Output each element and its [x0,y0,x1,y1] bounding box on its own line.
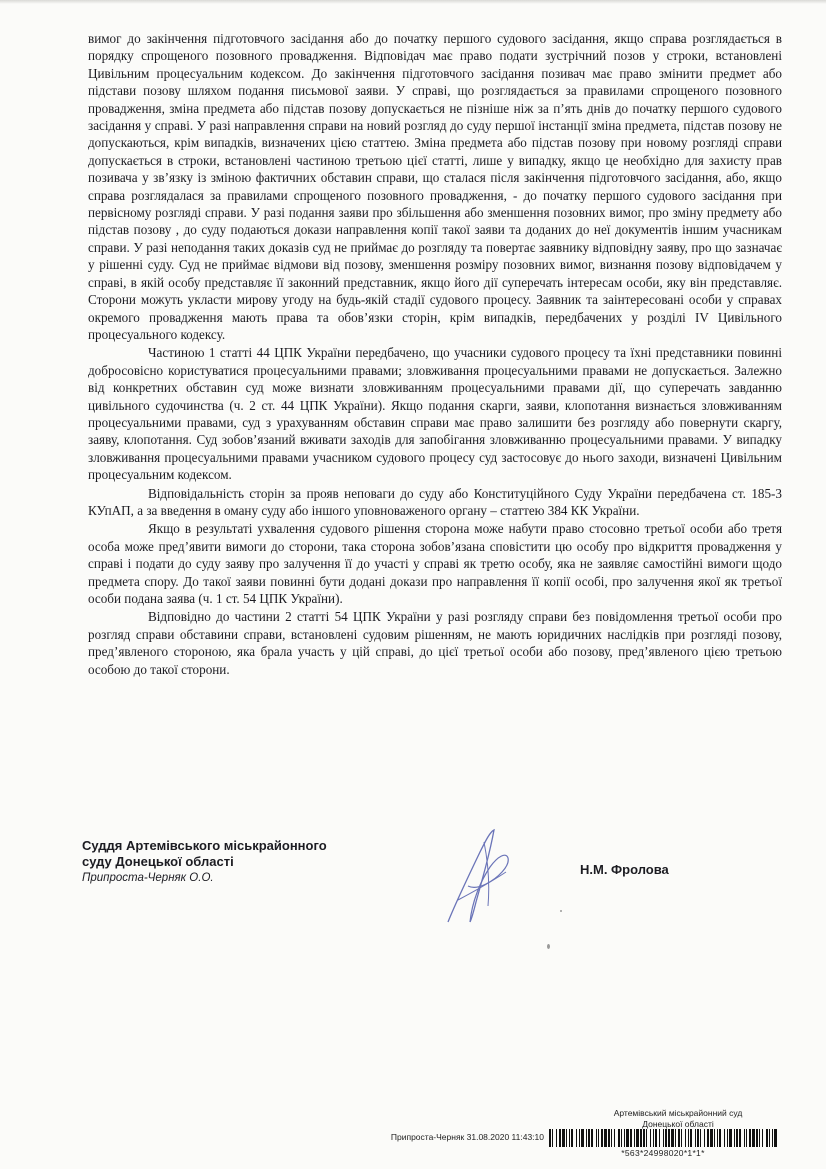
barcode-bar [714,1129,715,1147]
barcode-bar [562,1129,565,1147]
barcode-bar [646,1129,647,1147]
barcode-bar [614,1129,615,1147]
barcode-bar [769,1129,770,1147]
barcode-bar [591,1129,593,1147]
barcode-bar [772,1129,773,1147]
footer-court-line-2: Донецької області [642,1119,714,1129]
barcode-bar [744,1129,745,1147]
barcode-bar [700,1129,701,1147]
barcode-bar [719,1129,721,1147]
document-body [88,30,782,678]
paragraph-liability: Відповідальність сторін за прояв неповаги до суду або Конституційного Суду України передбачена ст. 185-3 КУпАП, а за введення в оману суду або іншого уповноваженого органу – статтею 384 КК України. [88,485,782,518]
barcode-bar [707,1129,709,1147]
barcode-bar [752,1129,755,1147]
barcode-bar [566,1129,567,1147]
barcode-bar [608,1129,610,1147]
barcode-bar [762,1129,763,1147]
barcode-bar [697,1129,699,1147]
barcode-bar [717,1129,718,1147]
barcode-bar [630,1129,632,1147]
barcode-bar [678,1129,680,1147]
barcode-bar [650,1129,651,1147]
barcode-bar [668,1129,670,1147]
barcode-bar [640,1129,642,1147]
barcode-bar [626,1129,629,1147]
barcode-bar [695,1129,696,1147]
barcode-bar [598,1129,599,1147]
barcode-bar [588,1129,590,1147]
barcode-bar [675,1129,676,1147]
barcode-bar [665,1129,667,1147]
paragraph-continuation: вимог до закінчення підготовчого засідання або до початку першого судового засідання, якщо справа розглядається в порядку спрощеного позовного провадження. Відповідач має право подати зустрічний позов у строки, встановлені Цивільним процесуальним кодексом. До закінчення підготовчого засідання позивач має право змінити предмет або підстави позову шляхом подання письмової заяви. У справі, що розглядається за правилами спрощеного позовного провадження, зміна предмета або підстав позову допускається не пізніше ніж за п’ять днів до початку першого судового засідання у справі. У разі направлення справи на новий розгляд до суду першої інстанції зміна предмета, підстав позову не допускаються, крім випадків, визначених цією статтею. Зміна предмета або підстав позову при новому розгляді справи допускається в строки, встановлені частиною третьою цієї статті, лише у випадку, якщо це необхідно для захисту прав позивача у зв’язку із зміною фактичних обставин справи, що сталася після закінчення підготовчого засідання, або, якщо справа розглядалася за правилами спрощеного позовного провадження, - до початку першого судового засідання при первісному розгляді справи. У разі подання заяви про збільшення або зменшення позовних вимог, про зміну предмету або підстав позову , до суду подаються докази направлення копії такої заяви та доданих до неї документів іншим учасникам справи. У разі неподання таких доказів суд не приймає до розгляду та повертає заявнику відповідну заяву, про що зазначає у рішенні суду. Суд не приймає відмови від позову, зменшення розміру позовних вимог, визнання позову відповідачем у справі, в якій особу представляє її законний представник, якщо його дії суперечать інтересам особи, яку він представляє. Сторони можуть укласти мирову угоду на будь-якій стадії судового процесу. Заявник та заінтересовані особи у справах окремого провадження мають права та обов’язки сторін, крім випадків, передбачених у розділі IV Цивільного процесуального кодексу. [88,31,782,342]
judge-title-line-1: Суддя Артемівського міськрайонного [82,838,327,853]
barcode-bar [571,1129,573,1147]
barcode-bar [569,1129,570,1147]
barcode-bar [621,1129,622,1147]
barcode-bar [586,1129,587,1147]
barcode-bar [559,1129,561,1147]
barcode-bar [653,1129,654,1147]
barcode-bar [643,1129,645,1147]
barcode-bar [710,1129,713,1147]
footer-print-stamp: Припроста-Черняк 31.08.2020 11:43:10 [390,1132,544,1142]
barcode-bar [746,1129,747,1147]
barcode-bar [690,1129,692,1147]
barcode-bar [601,1129,603,1147]
barcode-bar [766,1129,768,1147]
prepared-by: Припроста-Черняк О.О. [82,872,214,884]
barcode-bar [759,1129,760,1147]
judge-title-line-2: суду Донецької області [82,854,234,869]
barcode-bar [581,1129,584,1147]
barcode-bar [618,1129,620,1147]
footer-court-line-1: Артемівський міськрайонний суд [613,1108,743,1118]
footer-court-name [578,1108,778,1130]
paragraph-third-party: Якщо в результаті ухвалення судового рішення сторона може набути право стосовно третьої особи або третя особа може пред’явити вимоги до сторони, така сторона зобов’язана сповістити цю особу про відкриття провадження у справі і подати до суду заяву про залучення її до участі у справі як третю особу, яка не заявляє самостійні вимоги щодо предмета спору. До такої заяви повинні бути додані докази про направлення її копії особі, про залучення якої як третьої особи подана заява (ч. 1 ст. 54 ЦПК України). [88,521,782,606]
barcode-bar [704,1129,705,1147]
barcode-bar [729,1129,732,1147]
barcode-bar [774,1129,777,1147]
barcode-bar [749,1129,751,1147]
barcode-bar [596,1129,597,1147]
barcode-bar [756,1129,758,1147]
handwritten-signature [428,822,538,932]
paragraph-abuse-of-rights: Частиною 1 статті 44 ЦПК України передбачено, що учасники судового процесу та їхні представники повинні добросовісно користуватися процесуальними правами; зловживання процесуальними правами не допускається. Залежно від конкретних обставин суд може визнати зловживанням процесуальними правами дії, що суперечать завданню цивільного судочинства (ч. 2 ст. 44 ЦПК України). Якщо подання скарги, заяви, клопотання визнається зловживанням процесуальними правами, суд з урахуванням обставин справи має право залишити без розгляду або повернути скаргу, заяву, клопотання. Суд зобов’язаний вживати заходів для запобігання зловживанню процесуальними правами. У випадку зловживання процесуальними правами учасником судового процесу суд застосовує до нього заходи, визначені Цивільним процесуальним кодексом. [88,345,782,483]
barcode-bar [671,1129,674,1147]
barcode-number: *563*24998020*1*1* [621,1148,705,1158]
barcode-bar [556,1129,557,1147]
barcode-bar [681,1129,682,1147]
page-top-edge [0,0,826,4]
barcode-bar [727,1129,728,1147]
document-barcode [549,1129,777,1147]
barcode-bar [634,1129,635,1147]
barcode-bar [579,1129,580,1147]
barcode-bar [663,1129,664,1147]
barcode-bar [688,1129,689,1147]
barcode-bar [734,1129,735,1147]
barcode-bar [604,1129,607,1147]
judge-signature-block [82,838,402,886]
barcode-bar [685,1129,686,1147]
scan-speck [560,910,562,912]
barcode-bar [739,1129,741,1147]
barcode-bar [736,1129,738,1147]
scan-speck [547,944,550,949]
barcode-bar [611,1129,612,1147]
barcode-bar [549,1129,551,1147]
barcode-bar [576,1129,577,1147]
paragraph-article-54: Відповідно до частини 2 статті 54 ЦПК України у разі розгляду справи без повідомлення третьої особи про розгляд справи обставини справи, встановлені судовим рішенням, не мають юридичних наслідків при розгляді позову, пред’явленого стороною, яка брала участь у цій справі, до цієї третьої особи або позову, пред’явленого цією третьою особою до такої сторони. [88,609,782,677]
barcode-bar [655,1129,657,1147]
barcode-bar [636,1129,639,1147]
barcode-bar [724,1129,725,1147]
judge-name: Н.М. Фролова [580,862,669,877]
barcode-bar [624,1129,625,1147]
barcode-bar [659,1129,660,1147]
barcode-bar [552,1129,553,1147]
